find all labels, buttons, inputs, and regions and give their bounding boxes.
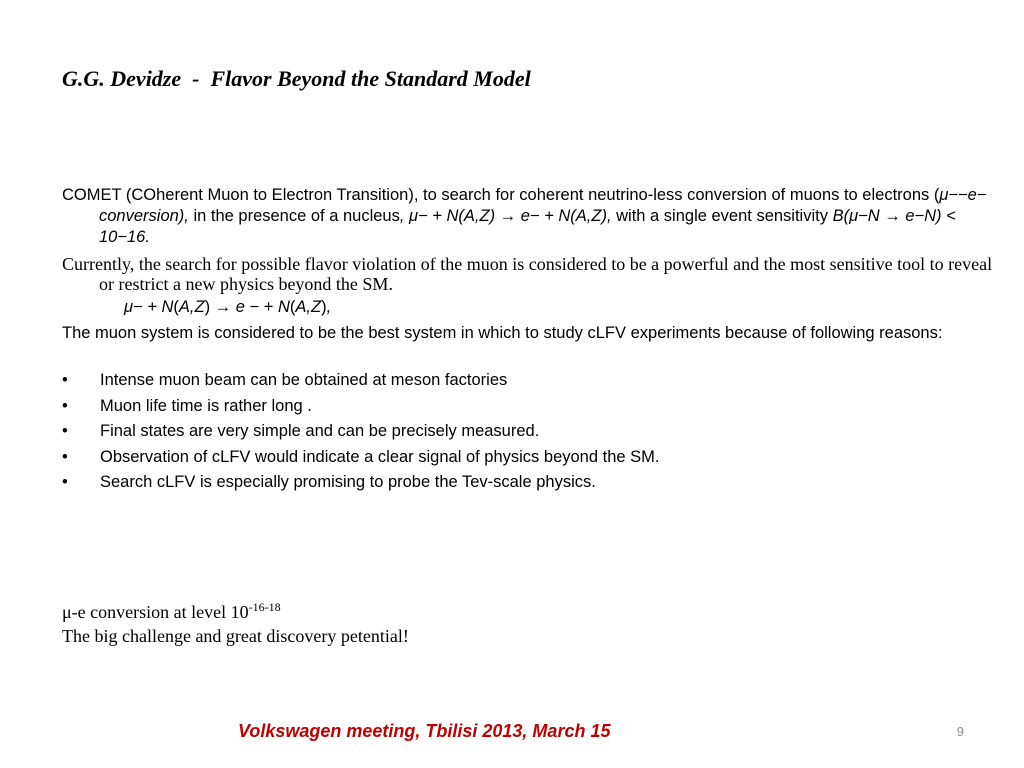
comet-text-3: with a single event sensitivity <box>611 207 833 225</box>
list-item-text: Final states are very simple and can be precisely measured. <box>100 422 540 441</box>
formula-az2: A,Z <box>295 298 322 316</box>
bullet-icon: • <box>62 396 68 415</box>
bullet-icon: • <box>62 473 68 492</box>
comet-italic-3: B(μ−N → e−N) < 10−16. <box>99 207 956 246</box>
formula-paren3: ( <box>289 298 296 316</box>
slide-title: G.G. Devidze - Flavor Beyond the Standard Model <box>62 66 531 91</box>
comet-text-1: COMET (COherent Muon to Electron Transition), to search for coherent neutrino-less conversion of muons to electrons ( <box>62 186 940 204</box>
bullet-icon: • <box>62 371 68 389</box>
formula-n1: N <box>161 298 174 316</box>
list-item-text: Intense muon beam can be obtained at meson factories <box>100 371 508 389</box>
comet-text-2: in the presence of a nucleus <box>188 207 400 225</box>
formula-paren2: ) → <box>204 298 236 316</box>
conversion-level-text: μ-e conversion at level 10 <box>62 602 249 622</box>
footer-text: Volkswagen meeting, Tbilisi 2013, March 15 <box>238 721 611 741</box>
comet-paragraph <box>62 185 999 248</box>
formula-mid: − + <box>244 298 278 316</box>
formula-paren4: ) <box>321 298 327 316</box>
conversion-level-exponent: -16-18 <box>248 600 281 614</box>
list-item-text: Search cLFV is especially promising to probe the Tev-scale physics. <box>100 473 596 492</box>
challenge-line: The big challenge and great discovery petential! <box>62 626 409 646</box>
conversion-summary <box>62 600 409 648</box>
formula-n2: N <box>277 298 290 316</box>
formula-mu: μ− + <box>124 298 162 316</box>
comet-italic-2: , μ− + N(A,Z) → e− + N(A,Z), <box>399 207 612 225</box>
conversion-level-line <box>62 600 409 624</box>
list-item-text: Observation of cLFV would indicate a clear signal of physics beyond the SM. <box>100 447 660 466</box>
formula-e: e <box>235 298 245 316</box>
list-item-text: Muon life time is rather long . <box>100 396 312 415</box>
bullet-icon: • <box>62 422 68 441</box>
muon-system-paragraph: The muon system is considered to be the best system in which to study cLFV experiments because of following reasons: <box>62 324 943 342</box>
page-number: 9 <box>956 724 964 739</box>
formula-az1: A,Z <box>178 298 205 316</box>
conversion-formula <box>124 298 331 317</box>
formula-paren1: ( <box>173 298 179 316</box>
bullet-icon: • <box>62 447 68 466</box>
formula-end: , <box>326 298 332 316</box>
comet-italic-1: μ−−e− conversion), <box>99 186 987 225</box>
currently-paragraph: Currently, the search for possible flavor violation of the muon is considered to be a powerful and the most sensitive tool to reveal or restrict a new physics beyond the SM. <box>62 254 993 294</box>
